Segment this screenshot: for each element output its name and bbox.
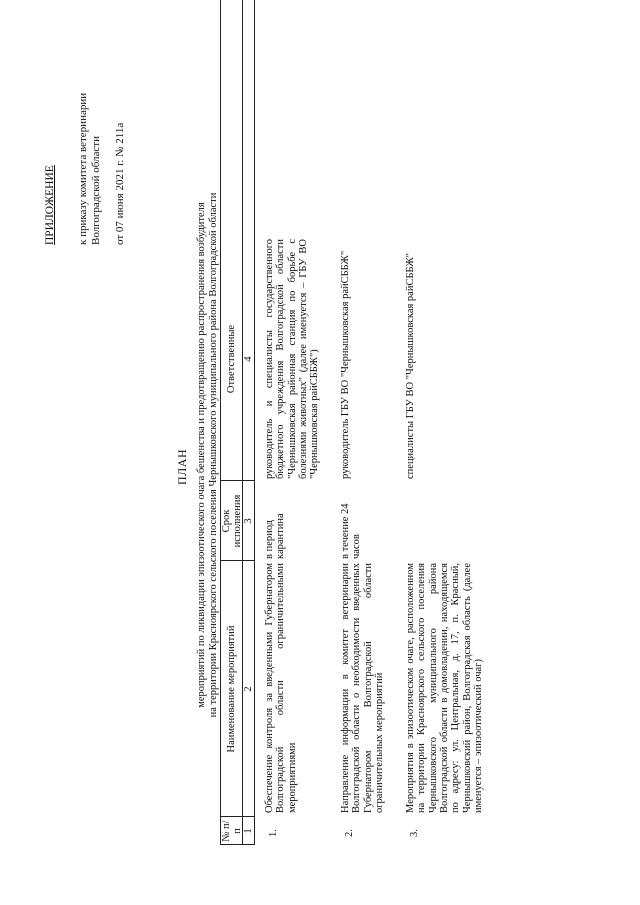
col-number-1: 1: [243, 828, 254, 834]
plan-subtitle-line-1: мероприятий по ликвидации эпизоотического очага бешенства и предотвращению распространения возбудителя: [196, 202, 207, 708]
row-3-name: Мероприятия в эпизоотическом очаге, расположенном на территории Красноярского сельского поселения Чернышковского муниципального района Волгоградской области в домовладении, находящемся по адресу: ул. Центральная, д. 17, п. Красный, Чернышковский район, Волгоградская область (далее именуется – эпизоотический очаг): [405, 563, 484, 813]
plan-table: [220, 0, 640, 845]
plan-title: ПЛАН: [175, 448, 189, 485]
row-2-resp: руководитель ГБУ ВО "Чернышковская райСББЖ": [340, 250, 351, 479]
table-col-divider-2: [220, 560, 254, 561]
row-2-term: в течение 24 часов: [340, 503, 363, 559]
row-1-resp: руководитель и специалисты государственного бюджетного учреждения Волгоградской области "Чернышковская районная станция по борьбе с болезнями животных" (далее именуется – ГБУ ВО "Чернышковская райСББЖ"): [264, 239, 321, 479]
plan-subtitle-line-2: на территории Красноярского сельского поселения Чернышковского муниципального района Волгоградской области: [208, 192, 219, 718]
row-1-num: 1.: [268, 829, 279, 837]
appendix-line-2: Волгоградской области: [90, 136, 102, 245]
appendix-title: ПРИЛОЖЕНИЕ: [44, 165, 56, 245]
table-border-left: [220, 844, 254, 845]
table-col-divider-1: [220, 816, 254, 817]
header-resp: Ответственные: [226, 324, 237, 394]
col-number-2: 2: [243, 686, 254, 692]
row-2-num: 2.: [344, 829, 355, 837]
header-num: № п/п: [221, 820, 244, 842]
header-name: Наименование мероприятий: [226, 625, 237, 753]
table-border-top: [220, 0, 221, 845]
col-number-4: 4: [243, 356, 254, 362]
table-col-divider-3: [220, 480, 254, 481]
col-number-3: 3: [243, 518, 254, 524]
row-3-num: 3.: [409, 829, 420, 837]
header-term: Срок исполнения: [221, 494, 244, 548]
appendix-line-1: к приказу комитета ветеринарии: [77, 92, 89, 245]
table-numbers-divider: [254, 0, 255, 845]
row-1-name: Обеспечение контроля за введенными Губернатором Волгоградской области ограничительными мероприятиями: [264, 563, 298, 813]
appendix-line-3: от 07 июня 2021 г. № 211а: [114, 122, 126, 245]
row-2-name: Направление информации в комитет ветеринарии Волгоградской области о необходимости введенных Губернатором Волгоградской области ограничительных мероприятий: [340, 563, 385, 813]
row-1-term: в период карантина: [264, 513, 287, 559]
row-3-resp: специалисты ГБУ ВО "Чернышковская райСББЖ": [405, 253, 416, 479]
